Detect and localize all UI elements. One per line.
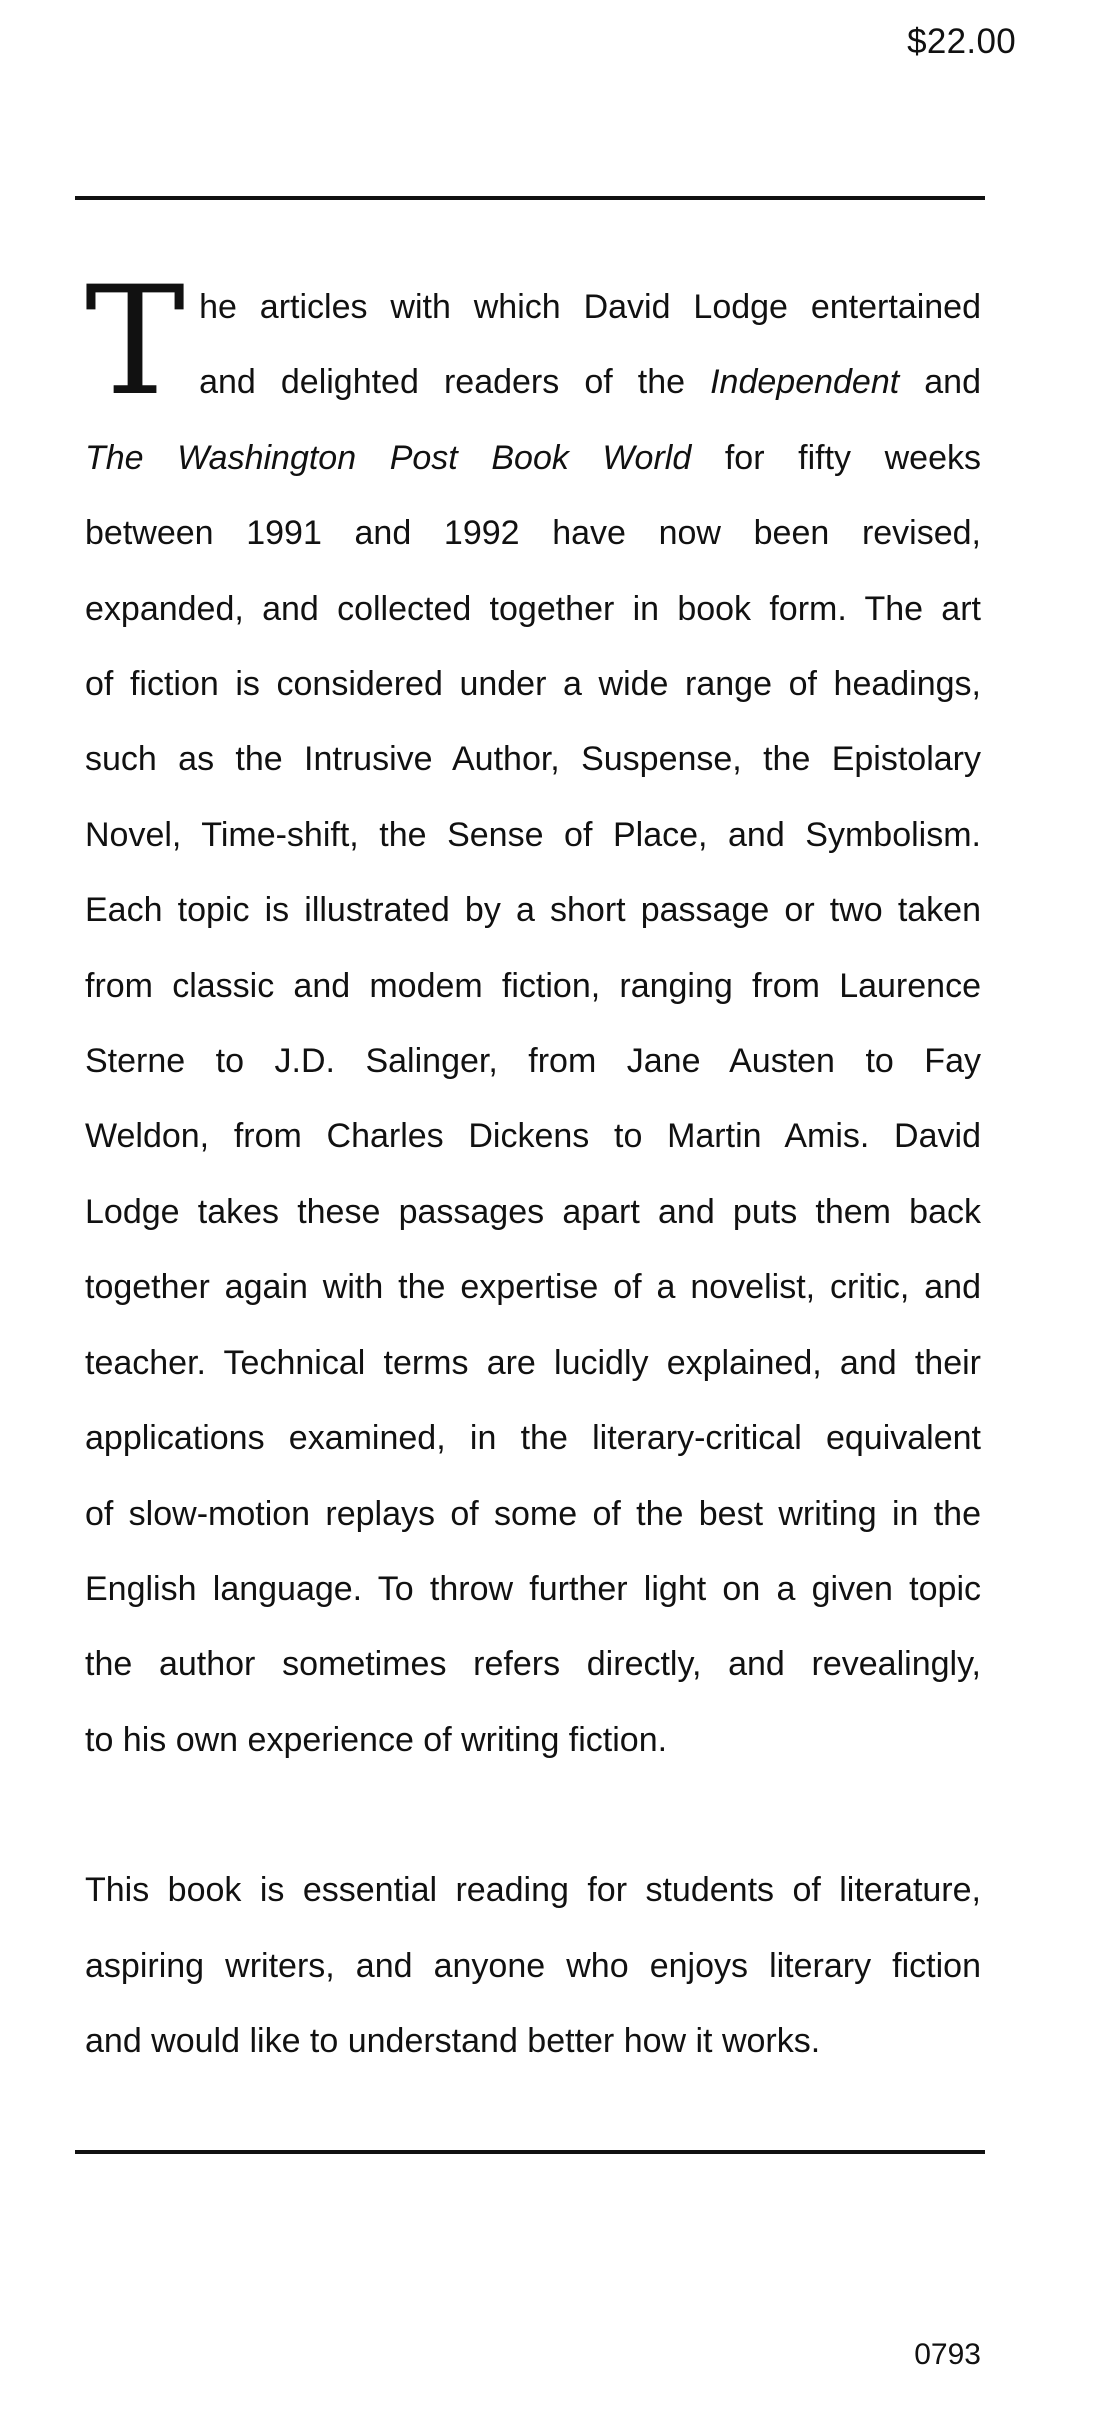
- blurb-line: of slow-motion replays of some of the best writing in the: [85, 1494, 981, 1533]
- description-paragraph-2: [85, 1853, 981, 2079]
- blurb-line: Weldon, from Charles Dickens to Martin Amis. David: [85, 1117, 981, 1156]
- blurb-line: from classic and modem fiction, ranging from Laurence: [85, 966, 981, 1005]
- blurb-line: Sterne to J.D. Salinger, from Jane Austen to Fay: [85, 1042, 981, 1081]
- blurb-line: to his own experience of writing fiction.: [85, 1720, 668, 1759]
- product-code: 0793: [914, 2338, 981, 2371]
- blurb-line: Each topic is illustrated by a short passage or two taken: [85, 891, 981, 930]
- book-description: [85, 255, 981, 2079]
- line-text: for fifty weeks: [691, 438, 981, 477]
- blurb-line: [85, 421, 981, 496]
- blurb-line: of fiction is considered under a wide range of headings,: [85, 665, 981, 704]
- blurb-line: English language. To throw further light on a given topic: [85, 1569, 981, 1608]
- blurb-line: [199, 345, 981, 420]
- blurb-line: teacher. Technical terms are lucidly explained, and their: [85, 1343, 981, 1382]
- top-divider: [75, 196, 985, 200]
- line-text: and: [899, 363, 981, 402]
- publication-title: Independent: [710, 363, 900, 402]
- blurb-line: aspiring writers, and anyone who enjoys literary fiction: [85, 1946, 981, 1985]
- line-text: and delighted readers of the: [199, 363, 711, 402]
- blurb-line: he articles with which David Lodge entertained: [199, 288, 981, 326]
- blurb-line: Lodge takes these passages apart and puts them back: [85, 1192, 981, 1231]
- publication-title: The Washington Post Book World: [85, 438, 692, 477]
- blurb-line: Novel, Time-shift, the Sense of Place, and Symbolism.: [85, 815, 981, 854]
- drop-cap: T: [85, 255, 186, 429]
- blurb-line: expanded, and collected together in book form. The art: [85, 589, 981, 628]
- description-paragraph-1: [85, 255, 981, 1778]
- blurb-line: such as the Intrusive Author, Suspense, the Epistolary: [85, 740, 981, 779]
- drop-cap-indented-lines: [199, 270, 981, 421]
- blurb-line: and would like to understand better how it works.: [85, 2021, 821, 2060]
- blurb-line: This book is essential reading for students of literature,: [85, 1871, 981, 1910]
- blurb-line: together again with the expertise of a novelist, critic, and: [85, 1268, 981, 1307]
- bottom-divider: [75, 2150, 985, 2154]
- price-label: $22.00: [907, 22, 1016, 61]
- blurb-line: the author sometimes refers directly, and revealingly,: [85, 1645, 981, 1684]
- blurb-line: applications examined, in the literary-critical equivalent: [85, 1419, 981, 1458]
- blurb-line: between 1991 and 1992 have now been revised,: [85, 514, 981, 553]
